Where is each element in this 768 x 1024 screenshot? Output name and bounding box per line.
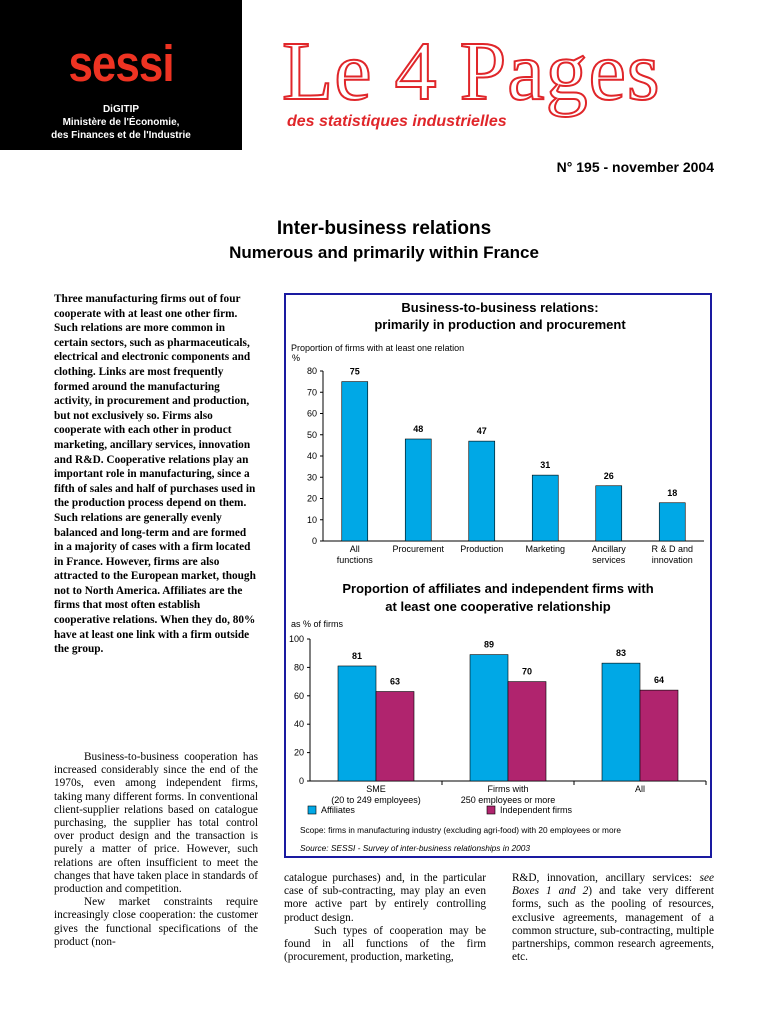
paragraph-text: ) and take very different forms, such as the pooling of resources, exclusive agreements, management of a common structure, sub-contracting, multiple partnerships, common research agreements, etc. [512, 885, 714, 964]
charts-svg [286, 295, 710, 856]
y-tick-label: 80 [306, 366, 317, 376]
data-label: 70 [521, 666, 533, 677]
data-label: 89 [483, 639, 495, 650]
body-column-1 [54, 751, 258, 949]
legend-label: Independent firms [500, 805, 573, 815]
category-label: services [592, 555, 626, 565]
data-label: 83 [615, 648, 627, 659]
category-label: All [349, 544, 360, 554]
data-label: 48 [413, 424, 424, 434]
article-title: Inter-business relations [276, 218, 492, 239]
y-axis-unit: % [291, 353, 301, 363]
bar [532, 475, 558, 541]
y-tick-label: 40 [306, 451, 317, 461]
chart-source: Source: SESSI - Survey of inter-business relationships in 2003 [300, 843, 530, 853]
y-tick-label: 50 [306, 429, 317, 440]
bar [659, 503, 685, 541]
publication-title: Le 4 Pages [282, 25, 661, 118]
org-line: des Finances et de l'Industrie [51, 130, 191, 141]
category-label: Firms with [487, 784, 529, 794]
category-label: (20 to 249 employees) [331, 795, 421, 805]
y-tick-label: 10 [306, 514, 317, 525]
chart-title: at least one cooperative relationship [385, 599, 611, 614]
y-tick-label: 60 [293, 690, 304, 701]
paragraph: Business-to-business cooperation has increased considerably since the end of the 1970s, even among independent firms, taking many different forms. In conventional client-supplier relations based on catalogue purchasing, the supplier has total control over product design and the transaction is purely a matter of price. However, such relations are often insufficient to meet the changes that have taken place in standards of production and competition. [54, 751, 258, 896]
y-tick-label: 40 [293, 719, 304, 730]
category-label: innovation [651, 555, 693, 565]
body-column-3 [512, 872, 714, 964]
logo-organisation [0, 103, 242, 142]
sessi-logo: sessi [68, 36, 174, 93]
y-tick-label: 100 [288, 634, 304, 644]
data-label: 26 [603, 470, 614, 481]
y-tick-label: 60 [306, 408, 317, 419]
legend-label: Affiliates [321, 805, 355, 815]
y-axis-label: as % of firms [291, 619, 344, 629]
bar [508, 682, 546, 781]
intro-summary: Three manufacturing firms out of four cooperate with at least one other firm. Such relations are more common in certain sectors, such as pharmaceuticals, electrical and electronic components and clothing. Links are most frequently formed around the manufacturing activity, in procurement and production, but not exclusively so. Firms also cooperate with each other in product marketing, ancillary services, innovation and R&D. Cooperative relations play an important role in manufacturing, since a fifth of sales and half of purchases used in the production process depend on them. Such relations are generally evenly balanced and long-term and are formed in a majority of cases with a firm located in France. However, firms are also attracted to the European market, though not to North America. Affiliates are the firms that most often establish cooperative relations. When they do, 80% have at least one link with a firm outside the group. [54, 293, 256, 656]
chart-title: primarily in production and procurement [374, 317, 626, 332]
data-label: 63 [389, 676, 401, 687]
category-label: Ancillary [591, 544, 626, 554]
data-label: 18 [667, 487, 678, 498]
bar [596, 486, 622, 541]
org-line: Ministère de l'Économie, [62, 117, 180, 128]
bar [376, 692, 414, 781]
bar [640, 690, 678, 781]
category-label: Production [460, 544, 504, 554]
y-tick-label: 0 [311, 536, 317, 546]
category-label: Marketing [525, 544, 566, 554]
legend-swatch [487, 806, 495, 814]
bar [470, 655, 508, 781]
bar [405, 439, 431, 541]
paragraph: New market constraints require increasingly close cooperation: the customer gives the functional specifications of the product (non- [54, 896, 258, 948]
y-tick-label: 70 [306, 387, 317, 398]
category-label: All [634, 784, 646, 794]
category-label: R & D and [651, 544, 694, 554]
body-column-2 [284, 872, 486, 964]
y-tick-label: 0 [298, 776, 304, 786]
bar [469, 441, 495, 541]
chart-title: Business-to-business relations: [401, 300, 599, 315]
article-subtitle: Numerous and primarily within France [229, 243, 539, 262]
paragraph-text: R&D, innovation, ancillary services: [512, 872, 700, 884]
bar [338, 666, 376, 781]
box-reference: see Boxes 1 and 2 [512, 872, 714, 898]
y-tick-label: 80 [293, 662, 304, 673]
y-tick-label: 20 [293, 747, 304, 758]
chart-scope: Scope: firms in manufacturing industry (excluding agri-food) with 20 employees or more [300, 825, 621, 835]
data-label: 64 [653, 675, 665, 686]
legend-swatch [308, 806, 316, 814]
figure-box [284, 293, 712, 858]
y-tick-label: 30 [306, 472, 317, 483]
paragraph: Such types of cooperation may be found in all functions of the firm (procurement, production, marketing, [284, 924, 486, 964]
issue-number: N° 195 - november 2004 [556, 159, 714, 175]
data-label: 31 [540, 460, 551, 471]
paragraph: catalogue purchases) and, in the particular case of sub-contracting, may play an even more active part by entirely controlling product design. [284, 872, 486, 924]
org-line: DiGITIP [102, 104, 140, 115]
bar [342, 382, 368, 541]
data-label: 81 [351, 650, 363, 661]
publication-subtitle: des statistiques industrielles [287, 113, 507, 130]
category-label: Procurement [392, 544, 445, 554]
bar [602, 663, 640, 781]
category-label: 250 employees or more [460, 795, 556, 805]
axis-caption: Proportion of firms with at least one relation [291, 343, 465, 353]
y-tick-label: 20 [306, 493, 317, 504]
data-label: 75 [349, 366, 360, 377]
data-label: 47 [476, 426, 487, 437]
category-label: SME [366, 784, 386, 794]
chart-title: Proportion of affiliates and independent firms with [342, 581, 654, 596]
category-label: functions [336, 555, 373, 565]
